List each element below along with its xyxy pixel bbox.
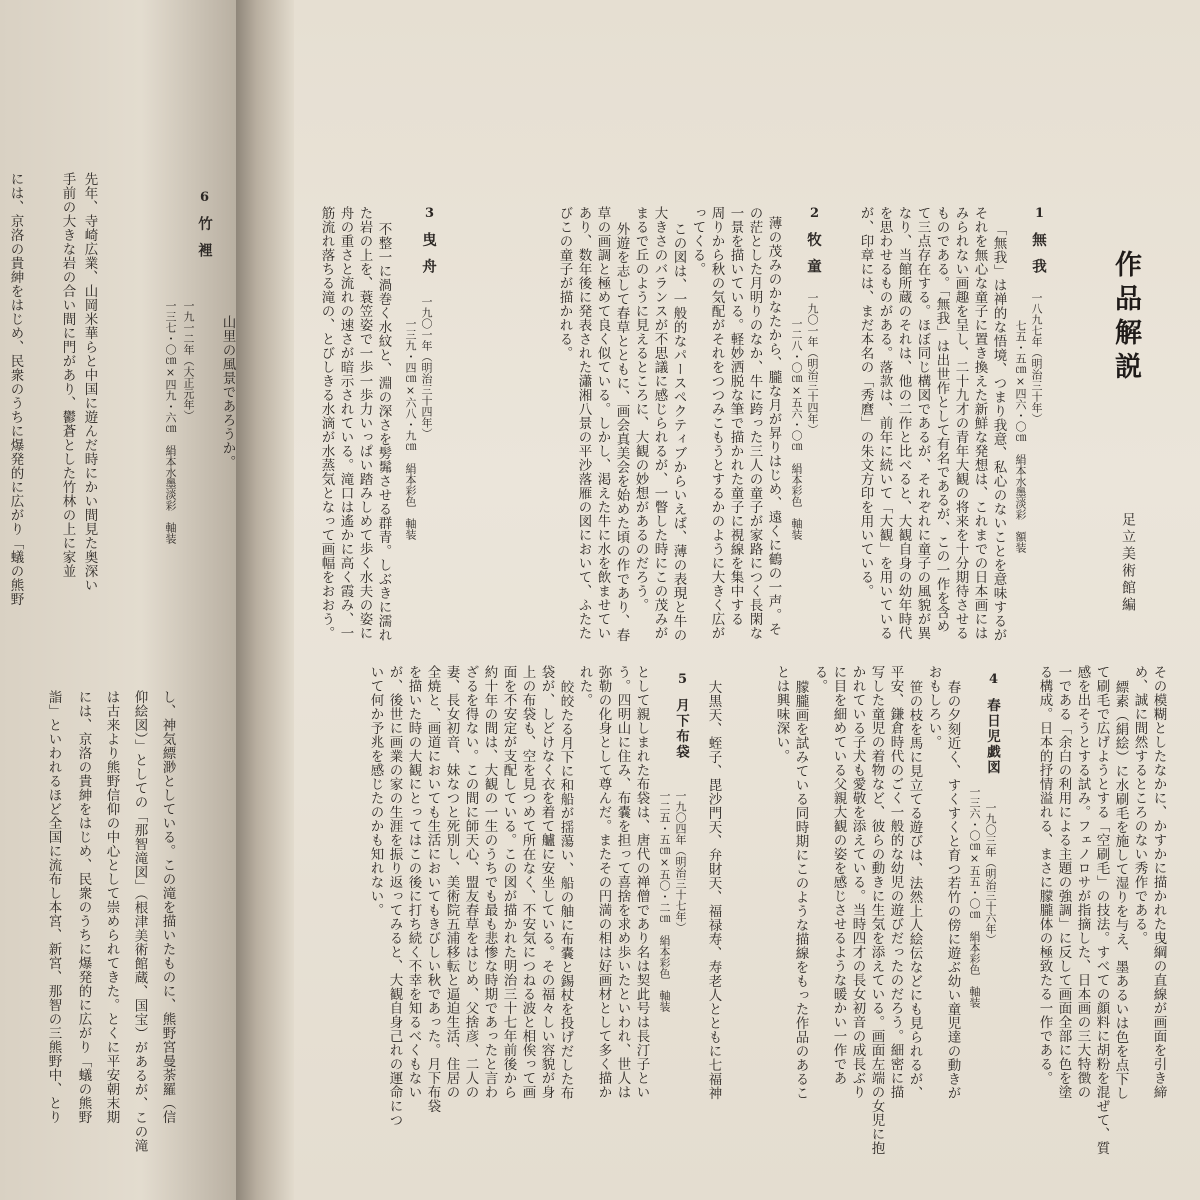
entry-number: 4 xyxy=(989,672,999,687)
body-line: が、後世に画業の家の生涯を振り返ってみると、大観自身己れの運命につ xyxy=(386,665,403,1127)
entry-date: 一九〇四年（明治三十七年） xyxy=(674,790,687,933)
entry-meta: 一三七・〇㎝×四九・六㎝ 絹本水墨淡彩 軸装 xyxy=(164,300,177,544)
entry-title: 月下布袋 xyxy=(673,698,689,760)
entry-date: 一九〇三年（明治三十六年） xyxy=(984,802,997,945)
body-line: ってくる。 xyxy=(689,206,706,276)
body-line: た岩の上を、蓑笠姿で一歩一歩力いっぱい踏みしめて歩く水夫の姿に xyxy=(356,206,373,640)
body-line: 感を出そうとする試み。フェノロサが指摘した、日本画の三大特徴の xyxy=(1074,665,1091,1099)
body-line: の茫とした月明りのなか、牛に跨った三人の童子が家路につく長閑な xyxy=(746,206,763,640)
body-line: ざるを得ない。この間に師天心、盟友春草をはじめ、父捨彦、二人の xyxy=(462,665,479,1099)
entry-title: 曳舟 xyxy=(420,232,437,285)
entry-meta: 一二八・〇㎝×五六・〇㎝ 絹本彩色 軸装 xyxy=(790,318,803,540)
current-page xyxy=(294,0,1200,1200)
body-line: 外遊を志して春草とともに、画会真美会を始めた頃の作であり、春 xyxy=(613,222,630,642)
body-line: 面を不安定が支配している。この図が描かれた明治三十七年前後から xyxy=(500,665,517,1099)
entry-number: 3 xyxy=(425,206,435,221)
body-line: 手前の大きな岩の合い間に門があり、鬱蒼とした竹林の上に家並 xyxy=(59,172,76,578)
body-line: 平安、鎌倉時代のごく一般的な幼児の遊びだったのだろう。細密に描 xyxy=(887,665,904,1099)
body-line: 山里の風景であろうか。 xyxy=(219,315,236,469)
body-line: として親しまれた布袋は、唐代の禅僧であり名は契此号は長汀子とい xyxy=(633,665,650,1099)
entry-number: 5 xyxy=(678,672,688,687)
body-line: 一景を描いている。軽妙洒脱な筆で描かれた童子に視線を集中する xyxy=(727,206,744,626)
body-line: まるで丘のように見えるところに、大観の妙想があるのだろう。 xyxy=(632,206,649,612)
body-line: いて何か予兆を感じたのかも知れない。 xyxy=(367,665,384,917)
body-line: 草の画調と極めて良く似ている。しかし、渇えた牛に水を飲ませてい xyxy=(594,206,611,640)
body-line: その模糊としたなかに、かすかに描かれた曳綱の直線が画面を引き締 xyxy=(1150,665,1167,1099)
body-line: 写した童児の着物など、彼らの動きに生気を添えている。画面左端の女児に抱 xyxy=(868,665,885,1155)
body-line: は古来より熊野信仰の中心として崇められてきた。とくに平安朝末期 xyxy=(103,690,120,1124)
body-line: 筋流れ落ちる滝の、とびしきる水滴が水蒸気となって画幅をおおう。 xyxy=(318,206,335,640)
body-line: 弥勒の化身として尊んだ。またその円満の相は好画材として多く描か xyxy=(595,665,612,1099)
body-line: 一である「余白の利用による主題の強調」に反して画面全部に色を塗 xyxy=(1055,665,1072,1099)
body-line: 不整一に渦巻く水紋と、淵の深さを髣髴させる群青。しぶきに濡れ xyxy=(375,222,392,642)
body-line: 朦朧画を試みている同時期にこのような描線をもった作品のあるこ xyxy=(792,680,809,1100)
body-line: 仰絵図）」としての「那智滝図」（根津美術館蔵、国宝）があるが、この滝 xyxy=(131,690,148,1153)
body-line: には、京洛の貴紳をはじめ、民衆のうちに爆発的に広がり「蟻の熊野 xyxy=(7,172,24,606)
body-line: 舟の重さと流れの速さが暗示されている。滝口は遙かに高く霞み、一 xyxy=(337,206,354,640)
body-line: この図は、一般的なパースペクティブからいえば、薄の表現と牛の xyxy=(670,222,687,642)
body-line: 約十年の間は、大観の一生のうちでも最も悲惨な時期であったと言わ xyxy=(481,665,498,1099)
body-line: それを無心な童子に置き換えた新鮮な発想は、これまでの日本画には xyxy=(971,206,988,640)
body-line: る。 xyxy=(811,665,828,693)
body-line: 袋が、しどけなく衣を着て艫に安坐している。その福々しい容貌が身 xyxy=(538,665,555,1099)
body-line: め、誠に間然するところのない秀作である。 xyxy=(1131,665,1148,945)
body-line: 薄の茂みのかなたから、朧な月が昇りはじめ、遠くに鶴の一声。そ xyxy=(765,216,782,636)
body-line: 詣」といわれるほど全国に流布し本宮、新宮、那智の三熊野中、とり xyxy=(45,690,62,1124)
body-line: おもしろい。 xyxy=(925,665,942,749)
entry-date: 一九〇一年（明治三十四年） xyxy=(806,292,819,435)
body-line: 笹の枝を馬に見立てる遊びは、法然上人絵伝などにも見られるが、 xyxy=(906,680,923,1100)
entry-title: 牧童 xyxy=(805,232,822,285)
entry-date: 一八九七年（明治三十年） xyxy=(1030,292,1043,424)
body-line: 春の夕刻近く、すくすくと育つ若竹の傍に遊ぶ幼い童児達の動きが xyxy=(944,680,961,1100)
body-line: ものである。「無我」は出世作として有名であるが、この一作を含め xyxy=(933,206,950,634)
entry-date: 一九一二年（大正元年） xyxy=(182,300,195,421)
body-line: る構成。日本的抒情溢れる、まさに朦朧体の極致たる一作である。 xyxy=(1036,665,1053,1085)
body-line: 大黒天、蛭子、毘沙門天、弁財天、福禄寿、寿老人とともに七福神 xyxy=(705,680,722,1100)
book-gutter xyxy=(236,0,294,1200)
body-line: て刷毛で広げようとする「空刷毛」の技法。すべての顔料に胡粉を混ぜて、質 xyxy=(1093,665,1110,1155)
body-line: 先年、寺崎広業、山岡米華らと中国に遊んだ時にかい間見た奥深い xyxy=(81,172,98,592)
entry-meta: 一三六・〇㎝×五五・〇㎝ 絹本彩色 軸装 xyxy=(968,786,981,1008)
body-line: し、神気縹渺としている。この滝を描いたものに、熊野宮曼荼羅（信 xyxy=(159,690,176,1124)
body-line: に目を細めている父親大観の姿を感じさせるような暖かい一作であ xyxy=(830,665,847,1085)
entry-title: 無我 xyxy=(1030,232,1047,285)
previous-page xyxy=(0,0,236,1200)
entry-number: 2 xyxy=(810,206,820,221)
editor-credit: 足立美術館編 xyxy=(1120,512,1136,614)
body-line: には、京洛の貴紳をはじめ、民衆のうちに爆発的に広がり「蟻の熊野 xyxy=(75,690,92,1124)
body-line: 周りから秋の気配がそれをつつみこもうとするかのように大きく広が xyxy=(708,206,725,640)
entry-meta: 一二五・五㎝×五〇・二㎝ 絹本彩色 軸装 xyxy=(658,790,671,1012)
body-line: 縹素（絹絵）に水刷毛を施して湿りを与え、墨あるいは色を点下し xyxy=(1112,680,1129,1100)
entry-title: 春日児戯図 xyxy=(984,698,1000,776)
body-line: 全焼と、画道においても生活においてもきびしい秋であった。月下布袋 xyxy=(424,665,441,1113)
body-line: れた。 xyxy=(576,665,593,707)
entry-meta: 七五・五㎝×四六・〇㎝ 絹本水墨淡彩 額装 xyxy=(1014,320,1027,553)
body-line: 「無我」は禅的な悟境、つまり我意、私心のないことを意味するが xyxy=(990,222,1007,642)
body-line: なり、当館所蔵のそれは、他の二作と比べると、大観自身の幼年時代 xyxy=(895,206,912,640)
body-line: かれている子犬も愛敬を添えている。当時四才の長女初音の成長ぶり xyxy=(849,665,866,1099)
body-line: て三点存在する。ほぼ同じ構図であるが、それぞれに童子の風貌が異 xyxy=(914,206,931,640)
entry-number: 1 xyxy=(1035,206,1045,221)
entry-title: 竹裡 xyxy=(196,216,213,269)
body-line: を描いた時の大観にとってはこの後に打ち続く不幸を知るべくもない xyxy=(405,665,422,1099)
page-title: 作品解説 xyxy=(1110,250,1141,386)
body-line: とは興味深い。 xyxy=(773,665,790,763)
entry-meta: 一三九・四㎝×六八・九㎝ 絹本彩色 軸装 xyxy=(404,318,417,540)
body-line: を思わせるものがある。落款は、前年に続いて「大観」を用いている xyxy=(876,206,893,640)
body-line: 皎皎たる月下に和船が揺蕩い、船の舳に布嚢と錫杖を投げだした布 xyxy=(557,680,574,1100)
body-line: 大きさのバランスが不思議に感じられるが、一瞥した時にこの茂みが xyxy=(651,206,668,640)
body-line: う。四明山に住み、布嚢を担って喜捨を求め歩いたといわれ、世人は xyxy=(614,665,631,1099)
body-line: が、印章には、まだ本名の「秀麿」の朱文方印を用いている。 xyxy=(857,206,874,598)
body-line: 上の布袋も、空を見つめて所在なく、不安気につねる波と相俟って画 xyxy=(519,665,536,1099)
body-line: あり、数年後に発表された瀟湘八景の平沙落雁の図において、ふたた xyxy=(575,206,592,640)
body-line: 妻、長女初音、妹なつと死別し、美術院五浦移転と逼迫生活、住居の xyxy=(443,665,460,1099)
body-line: びこの童子が描かれる。 xyxy=(556,206,573,360)
entry-number: 6 xyxy=(200,190,210,205)
body-line: みられない画趣を呈し、二十九才の青年大観の将来を十分期待させる xyxy=(952,206,969,640)
entry-date: 一九〇一年（明治三十四年） xyxy=(420,296,433,439)
